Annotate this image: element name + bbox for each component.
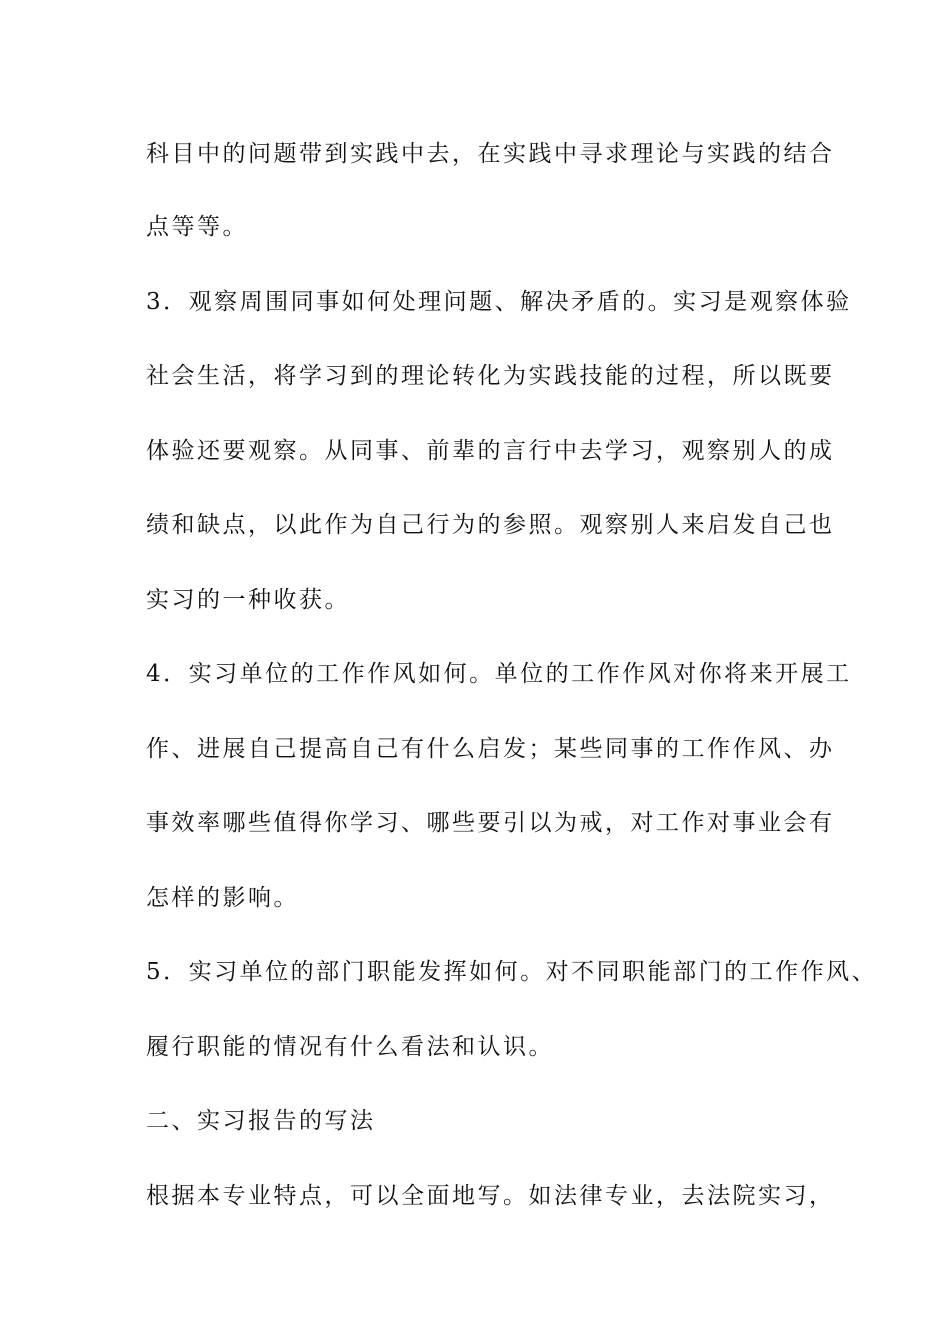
section-heading: 二、实习报告的写法	[146, 1108, 376, 1134]
text-line: 根据本专业特点，可以全面地写。如法律专业，去法院实习，	[146, 1183, 835, 1209]
text-line: 实习的一种收获。	[146, 587, 350, 613]
text-line: 社会生活，将学习到的理论转化为实践技能的过程，所以既要	[146, 363, 835, 389]
text-line: 5．实习单位的部门职能发挥如何。对不同职能部门的工作作风、	[146, 959, 878, 985]
text-line: 绩和缺点，以此作为自己行为的参照。观察别人来启发自己也	[146, 512, 835, 538]
text-line: 事效率哪些值得你学习、哪些要引以为戒，对工作对事业会有	[146, 810, 835, 836]
text-line: 履行职能的情况有什么看法和认识。	[146, 1034, 554, 1060]
text-line: 怎样的影响。	[146, 885, 299, 911]
text-line: 作、进展自己提高自己有什么启发；某些同事的工作作风、办	[146, 736, 835, 762]
text-line: 3．观察周围同事如何处理问题、解决矛盾的。实习是观察体验	[146, 289, 852, 315]
text-line: 4．实习单位的工作作风如何。单位的工作作风对你将来开展工	[146, 661, 852, 687]
text-line: 科目中的问题带到实践中去，在实践中寻求理论与实践的结合	[146, 141, 835, 167]
text-line: 体验还要观察。从同事、前辈的言行中去学习，观察别人的成	[146, 438, 835, 464]
text-line: 点等等。	[146, 214, 248, 240]
